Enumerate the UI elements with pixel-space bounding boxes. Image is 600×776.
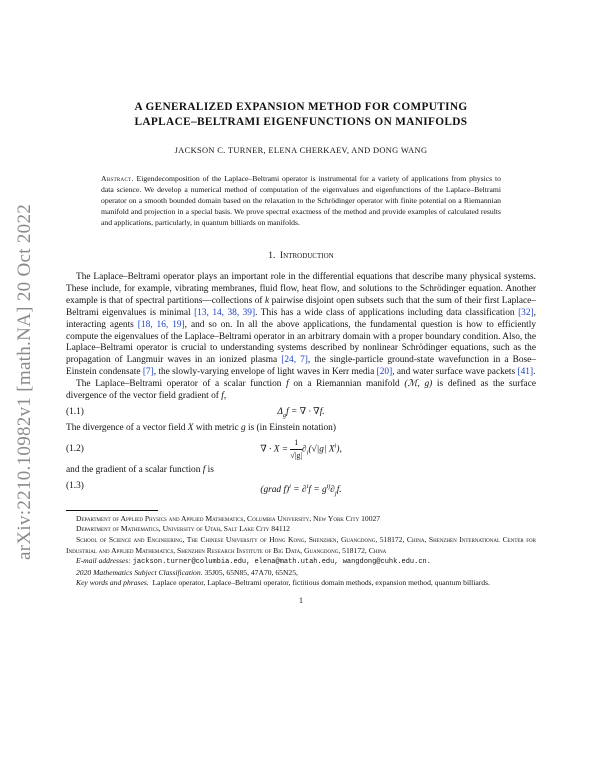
footnotes (66, 514, 536, 589)
citation-link[interactable]: [18, 16, 19] (137, 319, 185, 330)
equation-1-2 (66, 435, 536, 463)
msc-classification: 2020 Mathematics Subject Classification. 35J05, 65N85, 47A70, 65N25, (76, 567, 298, 577)
arxiv-stamp: arXiv:2210.10982v1 [math.NA] 20 Oct 2022 (14, 203, 35, 560)
paragraph-2: The Laplace–Beltrami operator of a scalar function f on a Riemannian manifold (ℳ, g) is defined as the surface divergence of the vector field gradient of f, (66, 379, 536, 402)
section-heading (66, 251, 536, 261)
page-number: 1 (299, 595, 303, 605)
paragraph-4: and the gradient of a scalar function f is (66, 464, 214, 475)
authors: JACKSON C. TURNER, ELENA CHERKAEV, AND DONG WANG (174, 146, 428, 155)
paper-page (66, 0, 536, 605)
affiliation-2: Department of Mathematics, University of Utah, Salt Lake City 84112 (76, 524, 290, 534)
citation-link[interactable]: [32] (518, 307, 534, 318)
affiliation-3: School of Science and Engineering, The Chinese University of Hong Kong, Shenzhen, Guangdong, 518172, China, Shenzhen International Center for Industrial and Applied Mathematics, Shenzhen Research Institute of Big Data, Guangdong, 518172, China (66, 534, 536, 555)
citation-link[interactable]: [24, 7] (281, 355, 308, 366)
equation-number: (1.1) (66, 406, 84, 417)
equation-1-3 (66, 477, 536, 497)
paragraph-1: The Laplace–Beltrami operator plays an important role in the differential equations that describe many physical systems. These include, for example, vibrating membranes, fluid flow, heat flow, and solutions to the Schrödinger equation. Another example is that of spectral partitions—collections of k pairwise disjoint open subsets such that the sum of their first Laplace–Beltrami eigenvalues is minimal [13, 14, 38, 39]. This has a wide class of applications including data classification [32], interacting agents [18, 16, 19], and so on. In all the above applications, the fundamental question is how to efficiently compute the eigenvalues of the Laplace–Beltrami operator in an arbitrary domain with a proper boundary condition. Also, the Laplace–Beltrami operator is crucial to understanding systems described by nonlinear Schrödinger equations, such as the propagation of Langmuir waves in an ionized plasma [24, 7], the single-particle ground-state wavefunction in a Bose–Einstein condensate [7], the slowly-varying envelope of light waves in Kerr media [20], and water surface wave packets [41]. (66, 272, 537, 378)
footnote-rule (66, 510, 158, 511)
equation-number: (1.3) (66, 480, 84, 491)
intro-body (66, 272, 536, 497)
abstract-label: Abstract. (101, 174, 134, 183)
citation-link[interactable]: [7] (142, 367, 154, 378)
citation-link[interactable]: [13, 14, 38, 39] (194, 307, 256, 318)
abstract (101, 173, 501, 228)
affiliation-1: Department of Applied Physics and Applied Mathematics, Columbia University, New York City 10027 (76, 513, 381, 523)
paper-title (66, 100, 536, 130)
email-list[interactable]: jackson.turner@columbia.edu, elena@math.utah.edu, wangdong@cuhk.edu.cn. (132, 558, 431, 567)
email-addresses: E-mail addresses: jackson.turner@columbia.edu, elena@math.utah.edu, wangdong@cuhk.edu.cn. (76, 556, 431, 567)
abstract-text: Eigendecomposition of the Laplace–Beltrami operator is instrumental for a variety of applications from physics to data science. We develop a numerical method of computation of the eigenvalues and eigenfunctions of the Laplace–Beltrami operator on a smooth bounded domain based on the relaxation to the Schrödinger operator with finite potential on a Riemannian manifold and projection in a special basis. We prove spectral exactness of the method and provide examples of calculated results and applications, particularly, in quantum billiards on manifolds. (101, 174, 502, 227)
citation-link[interactable]: [20] (376, 367, 393, 378)
paragraph-3: The divergence of a vector field X with metric g is (in Einstein notation) (66, 422, 336, 433)
keywords: Key words and phrases. Laplace operator, Laplace–Beltrami operator, fictitious domain methods, expansion method, quantum billiards. (76, 578, 490, 588)
equation-body: ∇ · X = $\frac{1}{√|g|}$ $\partial_i(√|g|$ $X^i$), (260, 437, 342, 460)
title-line-1: A GENERALIZED EXPANSION METHOD FOR COMPUTING (134, 101, 468, 113)
title-line-2: LAPLACE–BELTRAMI EIGENFUNCTIONS ON MANIFOLDS (134, 116, 468, 128)
equation-number: (1.2) (66, 443, 84, 454)
equation-body: (grad $f)^i = \partial^if = g^{ij}\partial_jf$. (260, 482, 342, 497)
citation-link[interactable]: [41] (517, 367, 534, 378)
equation-1-1 (66, 403, 536, 423)
equation-body: $\Delta_gf$ = ∇ · ∇f. (277, 406, 325, 419)
section-title: Introduction (280, 251, 334, 261)
section-number: 1. (268, 251, 276, 261)
